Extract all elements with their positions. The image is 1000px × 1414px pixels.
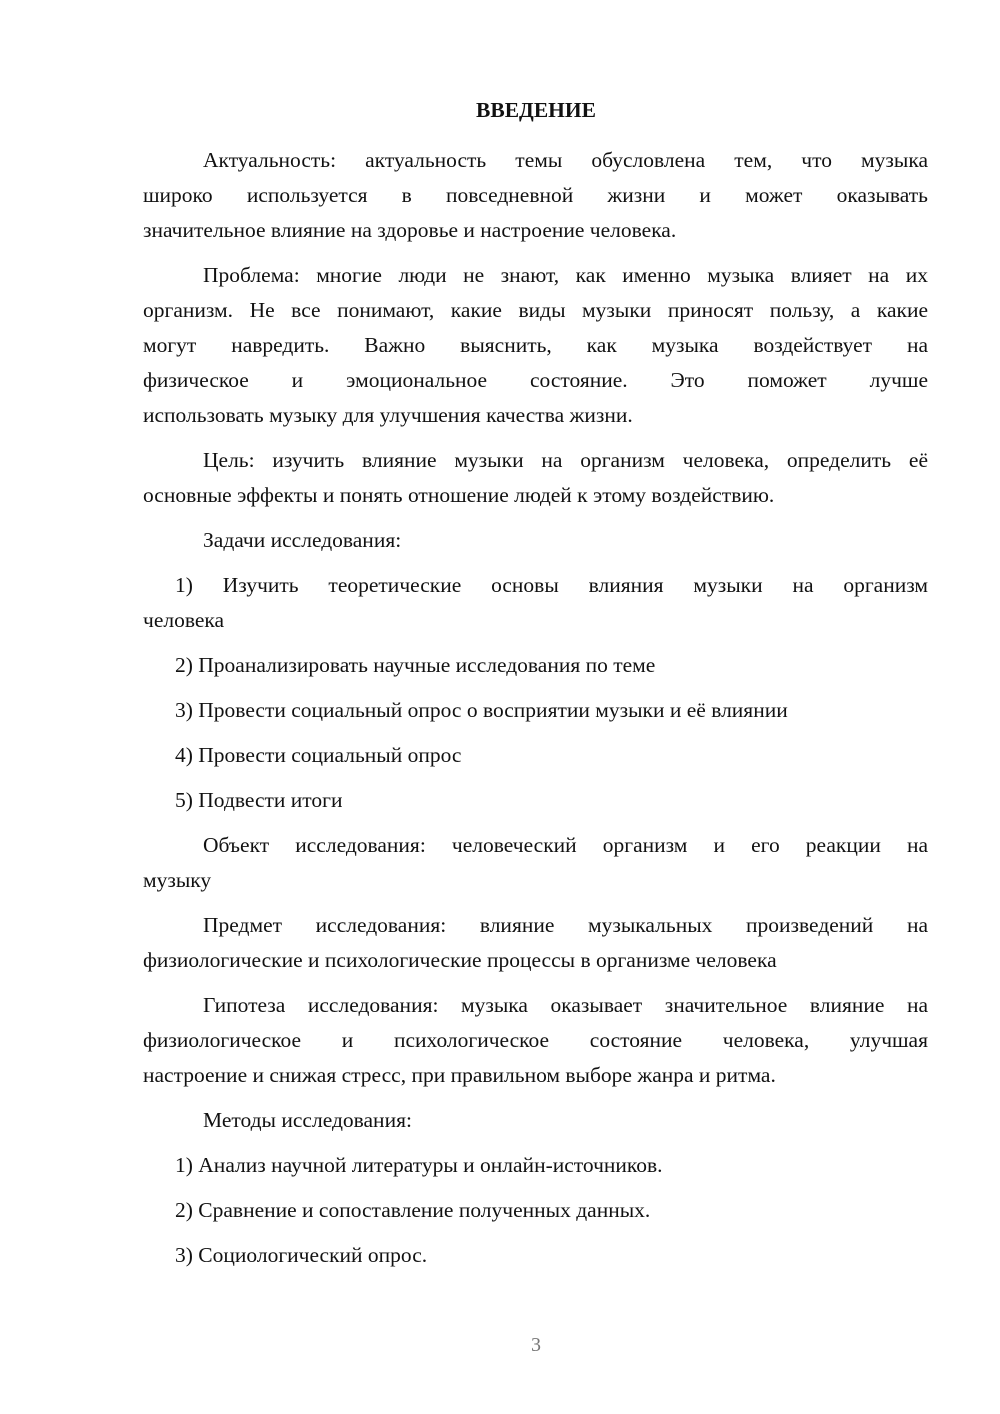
paragraph — [143, 989, 928, 1094]
list-item — [143, 1149, 928, 1184]
text-line: настроение и снижая стресс, при правильном выборе жанра и ритма. — [143, 1063, 776, 1087]
text-line: Предмет исследования: влияние музыкальных произведений на — [203, 913, 928, 937]
text-line: 3) Провести социальный опрос о восприятии музыки и её влиянии — [175, 698, 788, 722]
paragraph — [143, 1104, 928, 1139]
text-line: 4) Провести социальный опрос — [175, 743, 462, 767]
paragraph — [143, 829, 928, 899]
text-line: 2) Сравнение и сопоставление полученных данных. — [175, 1198, 651, 1222]
list-item — [143, 1194, 928, 1229]
page-number: 3 — [531, 1334, 541, 1356]
page-title: ВВЕДЕНИЕ — [476, 98, 596, 122]
text-line: Объект исследования: человеческий организм и его реакции на — [203, 833, 928, 857]
text-line: основные эффекты и понять отношение людей к этому воздействию. — [143, 483, 775, 507]
list-item — [143, 739, 928, 774]
list-item — [143, 694, 928, 729]
list-item — [143, 1239, 928, 1274]
text-line: Методы исследования: — [203, 1108, 412, 1132]
text-line: Гипотеза исследования: музыка оказывает значительное влияние на — [203, 993, 928, 1017]
text-line: физиологическое и психологическое состояние человека, улучшая — [143, 1028, 928, 1052]
text-line: 5) Подвести итоги — [175, 788, 343, 812]
document-body — [143, 144, 928, 1284]
text-line: физиологические и психологические процессы в организме человека — [143, 948, 777, 972]
text-line: музыку — [143, 868, 212, 892]
paragraph — [143, 144, 928, 249]
text-line: Актуальность: актуальность темы обусловлена тем, что музыка — [203, 148, 928, 172]
paragraph — [143, 259, 928, 434]
text-line: значительное влияние на здоровье и настроение человека. — [143, 218, 677, 242]
text-line: 1) Изучить теоретические основы влияния музыки на организм — [175, 573, 928, 597]
paragraph — [143, 524, 928, 559]
paragraph — [143, 444, 928, 514]
text-line: широко используется в повседневной жизни и может оказывать — [143, 183, 928, 207]
text-line: использовать музыку для улучшения качества жизни. — [143, 403, 633, 427]
list-item — [143, 784, 928, 819]
list-item — [143, 569, 928, 639]
list-item — [143, 649, 928, 684]
text-line: 1) Анализ научной литературы и онлайн-источников. — [175, 1153, 663, 1177]
text-line: Проблема: многие люди не знают, как именно музыка влияет на их — [203, 263, 928, 287]
text-line: 2) Проанализировать научные исследования по теме — [175, 653, 656, 677]
text-line: 3) Социологический опрос. — [175, 1243, 428, 1267]
text-line: Цель: изучить влияние музыки на организм человека, определить её — [203, 448, 928, 472]
text-line: Задачи исследования: — [203, 528, 402, 552]
paragraph — [143, 909, 928, 979]
text-line: организм. Не все понимают, какие виды музыки приносят пользу, а какие — [143, 298, 928, 322]
text-line: могут навредить. Важно выяснить, как музыка воздействует на — [143, 333, 928, 357]
text-line: человека — [143, 608, 225, 632]
text-line: физическое и эмоциональное состояние. Это поможет лучше — [143, 368, 928, 392]
